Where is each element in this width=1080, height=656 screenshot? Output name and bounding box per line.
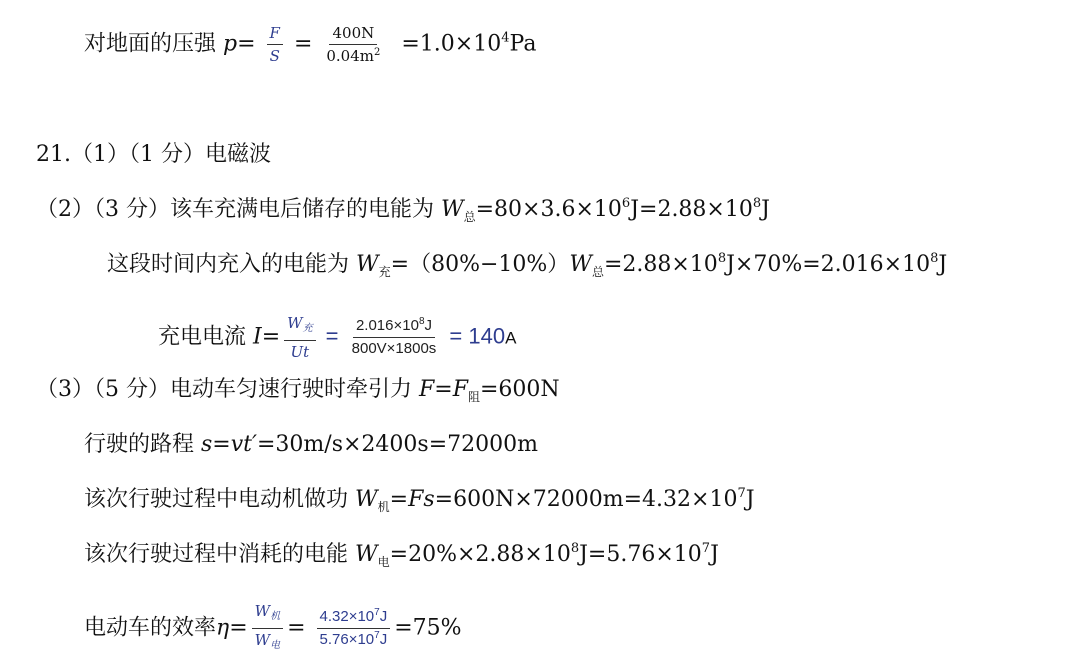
result-exp: 4 — [501, 30, 510, 46]
fraction-values — [323, 24, 383, 65]
num-unit: J — [424, 317, 432, 334]
frac-num — [353, 317, 435, 338]
text-lead: 充电电流 — [158, 324, 253, 350]
sub-chong: 充 — [378, 265, 391, 279]
sub-zong: 总 — [591, 265, 604, 279]
text-lead: 对地面的压强 — [84, 31, 223, 57]
equals: = — [212, 432, 231, 457]
exp: 8 — [570, 541, 580, 556]
den-exp: 2 — [374, 47, 381, 58]
equals: = — [286, 31, 320, 57]
var-fs: Fs — [408, 487, 435, 512]
value: J=2.88×10 — [630, 197, 753, 222]
fraction-f-over-s — [267, 24, 283, 65]
text-lead: （3）（5 分）电动车匀速行驶时牵引力 — [36, 377, 419, 402]
equals: = — [443, 323, 469, 349]
text-lead: 该次行驶过程中消耗的电能 — [84, 542, 355, 567]
num-base: 2.016×10 — [355, 317, 419, 334]
text-lead: 该次行驶过程中电动机做功 — [84, 487, 355, 512]
den-var: W — [254, 631, 271, 649]
current-result: 140 — [468, 323, 506, 349]
value: J=5.76×10 — [579, 542, 702, 567]
den-base: 0.04m — [326, 47, 374, 65]
exp: 6 — [621, 196, 631, 211]
q21-part2-line2 — [107, 250, 947, 280]
fraction-w-over-ut — [284, 314, 315, 361]
pressure-line — [84, 24, 536, 65]
equals: = — [319, 323, 345, 349]
unit: J — [761, 197, 770, 222]
equals: = — [287, 615, 313, 641]
value: =2.88×10 — [603, 252, 718, 277]
value: =600N×72000m=4.32×10 — [434, 487, 738, 512]
var-f: F — [418, 377, 435, 402]
value: J×70%=2.016×10 — [726, 252, 931, 277]
frac-den: Ut — [290, 343, 310, 361]
value: =80×3.6×10 — [475, 197, 622, 222]
var-w: W — [356, 252, 379, 277]
sub-ji: 机 — [377, 500, 390, 514]
var-w: W — [440, 197, 464, 222]
num-unit: J — [379, 608, 388, 625]
frac-den — [323, 45, 383, 65]
equals: = — [229, 615, 248, 641]
frac-num — [252, 602, 283, 629]
var-f: F — [452, 377, 468, 402]
efficiency-result: =75% — [394, 615, 462, 641]
frac-den — [252, 629, 283, 655]
den-sub: 电 — [270, 640, 281, 651]
num-var: W — [287, 314, 303, 332]
den-unit: J — [379, 631, 388, 648]
frac-num: 400N — [329, 24, 377, 45]
frac-den: S — [269, 47, 280, 65]
var-vt: vt′ — [230, 432, 257, 457]
var-eta: η — [216, 615, 230, 641]
equals: = — [434, 377, 453, 402]
num-sub: 机 — [270, 611, 281, 622]
exp: 7 — [737, 486, 746, 501]
frac-num: F — [267, 24, 283, 45]
num-base: 4.32×10 — [319, 608, 375, 625]
frac-num — [317, 608, 391, 629]
var-w: W — [355, 487, 378, 512]
q21-part1 — [36, 140, 271, 170]
fraction-wji-over-wdian — [252, 602, 283, 655]
result-base: =1.0×10 — [387, 31, 502, 57]
fraction-values — [317, 608, 391, 649]
unit: J — [710, 542, 719, 567]
q21-part3-line4 — [84, 540, 719, 570]
fraction-values — [349, 317, 440, 358]
text-lead: （2）（3 分）该车充满电后储存的电能为 — [36, 197, 441, 222]
value: =600N — [479, 377, 560, 402]
exp: 7 — [701, 541, 711, 556]
sub-zong: 总 — [463, 210, 476, 224]
exp: 8 — [930, 251, 939, 266]
num-exp: 7 — [374, 607, 380, 618]
var-s: s — [201, 432, 213, 457]
num-var: W — [254, 602, 271, 620]
exp: 8 — [752, 196, 762, 211]
q21-part3-line5 — [84, 602, 462, 655]
q21-heading: 21.（1）（1 分）电磁波 — [36, 142, 271, 167]
q21-part3-line3 — [84, 485, 755, 515]
var-w: W — [569, 252, 592, 277]
unit: A — [505, 328, 517, 348]
text-lead: 电动车的效率 — [84, 615, 217, 641]
unit: J — [938, 252, 948, 277]
unit: J — [745, 487, 755, 512]
sub-zu: 阻 — [467, 390, 480, 404]
frac-num — [284, 314, 315, 341]
result-unit: Pa — [509, 31, 537, 57]
exp: 8 — [717, 251, 727, 266]
equals: = — [237, 31, 263, 57]
num-exp: 8 — [418, 316, 425, 327]
frac-den: 800V×1800s — [351, 340, 437, 357]
text-lead: 行驶的路程 — [84, 432, 201, 457]
den-exp: 7 — [374, 630, 380, 641]
value: =20%×2.88×10 — [389, 542, 571, 567]
q21-part2-line3 — [158, 314, 516, 361]
equals: = — [261, 324, 281, 350]
den-base: 5.76×10 — [319, 631, 375, 648]
value: =（80%−10%） — [390, 252, 570, 277]
var-w: W — [355, 542, 378, 567]
q21-part2-line1 — [36, 195, 770, 225]
var-i: I — [253, 324, 262, 350]
frac-den — [317, 629, 391, 649]
equals: = — [389, 487, 409, 512]
num-sub: 充 — [302, 323, 313, 334]
q21-part3-line1 — [36, 375, 560, 405]
sub-dian: 电 — [377, 555, 390, 569]
var-p: p — [223, 31, 238, 57]
q21-part3-line2 — [84, 430, 538, 460]
text-lead: 这段时间内充入的电能为 — [107, 252, 356, 277]
value: =30m/s×2400s=72000m — [257, 432, 538, 457]
